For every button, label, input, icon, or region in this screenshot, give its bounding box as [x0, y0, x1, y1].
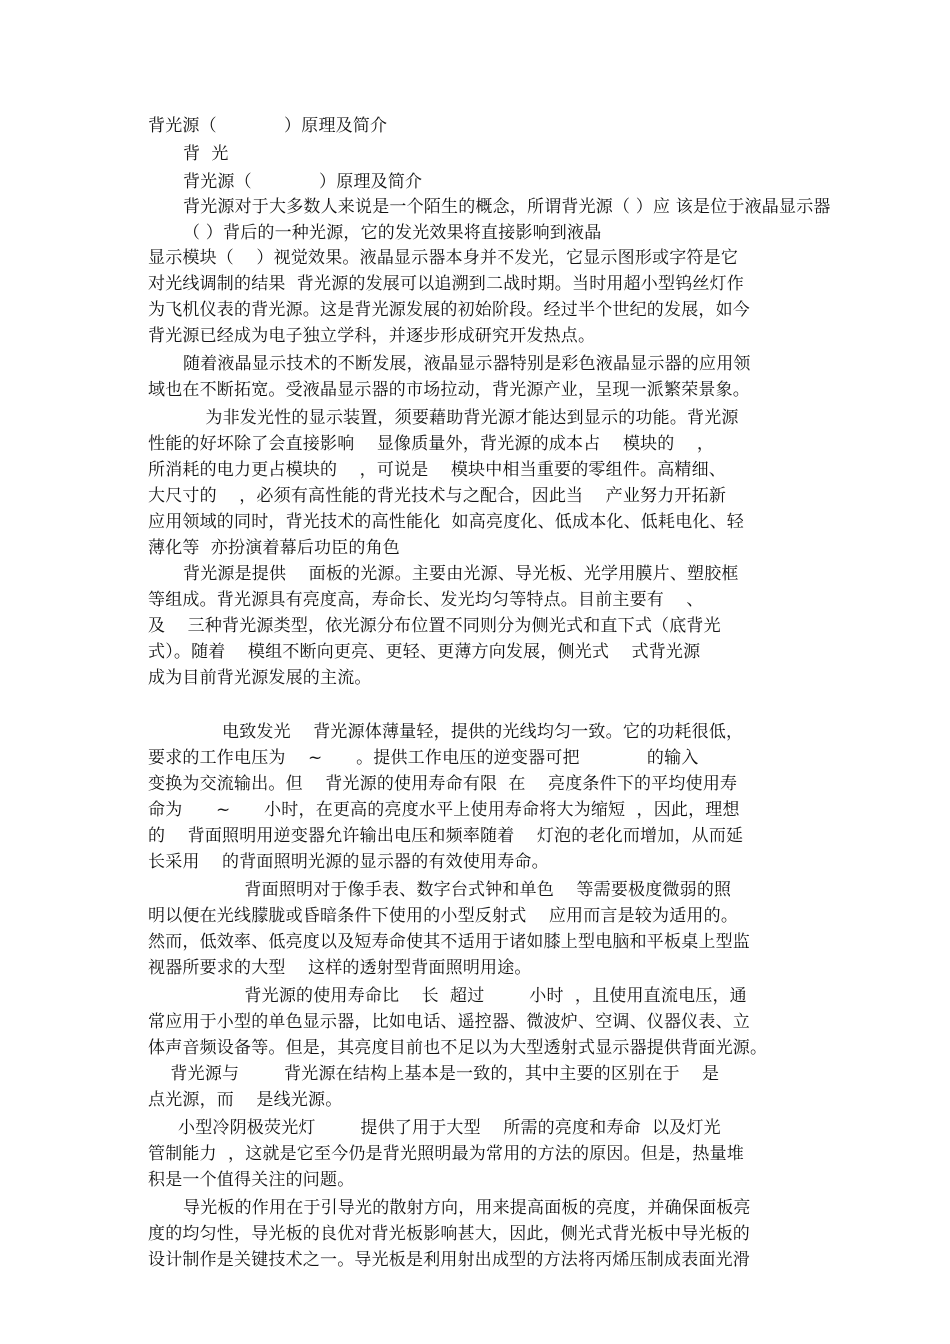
text-line: 常应用于小型的单色显示器，比如电话、遥控器、微波炉、空调、仪器仪表、立: [148, 1012, 750, 1032]
text-line: 性能的好坏除了会直接影响 显像质量外，背光源的成本占 模块的 ，: [148, 434, 715, 454]
text-line: 对光线调制的结果 背光源的发展可以追溯到二战时期。当时用超小型钨丝灯作: [148, 274, 745, 294]
text-line: 背面照明对于像手表、数字台式钟和单色 等需要极度微弱的照: [222, 880, 732, 900]
text-line: 然而，低效率、低亮度以及短寿命使其不适用于诸如膝上型电脑和平板桌上型监: [148, 932, 750, 952]
text-line: 背光源的使用寿命比 长 超过 小时 ，且使用直流电压，通: [222, 986, 747, 1006]
text-line: 成为目前背光源发展的主流。: [148, 668, 372, 688]
text-line: 应用领域的同时，背光技术的高性能化 如高亮度化、低成本化、低耗电化、轻: [148, 512, 745, 532]
text-line: 变换为交流输出。但 背光源的使用寿命有限 在 亮度条件下的平均使用寿: [148, 774, 738, 794]
text-line: 所消耗的电力更占模块的 ，可说是 模块中相当重要的零组件。高精细、: [148, 460, 727, 480]
section-heading: 背 光: [183, 144, 229, 164]
text-line: 式）。随着 模组不断向更亮、更轻、更薄方向发展，侧光式 式背光源: [148, 642, 701, 662]
text-line: 设计制作是关键技术之一。导光板是利用射出成型的方法将丙烯压制成表面光滑: [148, 1250, 750, 1270]
text-line: 度的均匀性，导光板的良优对背光板影响甚大，因此，侧光式背光板中导光板的: [148, 1224, 750, 1244]
text-line: 大尺寸的 ，必须有高性能的背光技术与之配合，因此当 产业努力开拓新: [148, 486, 727, 506]
text-line: 积是一个值得关注的问题。: [148, 1170, 355, 1190]
text-line: 为飞机仪表的背光源。这是背光源发展的初始阶段。经过半个世纪的发展，如今: [148, 300, 750, 320]
text-line: 域也在不断拓宽。受液晶显示器的市场拉动，背光源产业，呈现一派繁荣景象。: [148, 380, 750, 400]
text-line: 电致发光 背光源体薄量轻，提供的光线均匀一致。它的功耗很低，: [222, 722, 744, 742]
text-line: 长采用 的背面照明光源的显示器的有效使用寿命。: [148, 852, 549, 872]
text-line: 点光源，而 是线光源。: [148, 1090, 343, 1110]
text-line: 等组成。背光源具有亮度高，寿命长、发光均匀等特点。目前主要有 、: [148, 590, 760, 610]
text-line: 要求的工作电压为 ~ 。提供工作电压的逆变器可把 的输入: [148, 748, 721, 768]
text-line: 的 背面照明用逆变器允许输出电压和频率随着 灯泡的老化而增加，从而延: [148, 826, 744, 846]
text-line: 背光源对于大多数人来说是一个陌生的概念，所谓背光源（ ）应 该是位于液晶显示器（ ）背后的一种光源，它的发光效果将直接影响到液晶: [183, 197, 831, 243]
document-title: 背光源（ ）原理及简介: [148, 116, 388, 136]
text-line: 导光板的作用在于引导光的散射方向，用来提高面板的亮度，并确保面板亮: [183, 1198, 751, 1218]
text-line: 明以便在光线朦胧或昏暗条件下使用的小型反射式 应用而言是较为适用的。: [148, 906, 739, 926]
text-line: 视器所要求的大型 这样的透射型背面照明用途。: [148, 958, 532, 978]
text-line: 背光源与 背光源在结构上基本是一致的，其中主要的区别在于 是: [148, 1064, 720, 1084]
text-line: 命为 ~ 小时，在更高的亮度水平上使用寿命将大为缩短 ，因此，理想: [148, 800, 740, 820]
text-line: 显示模块（ ）视觉效果。液晶显示器本身并不发光，它显示图形或字符是它: [148, 248, 739, 268]
text-line: 管制能力 ，这就是它至今仍是背光照明最为常用的方法的原因。但是，热量堆: [148, 1144, 745, 1164]
text-line: 体声音频设备等。但是，其亮度目前也不足以为大型透射式显示器提供背面光源。: [148, 1038, 768, 1058]
section-subtitle: 背光源（ ）原理及简介: [183, 172, 423, 192]
text-line: 及 三种背光源类型，依光源分布位置不同则分为侧光式和直下式（底背光: [148, 616, 721, 636]
text-line: 薄化等 亦扮演着幕后功臣的角色: [148, 538, 401, 558]
text-line: 小型冷阴极荧光灯 提供了用于大型 所需的亮度和寿命 以及灯光: [178, 1118, 721, 1138]
text-line: 背光源已经成为电子独立学科，并逐步形成研究开发热点。: [148, 326, 596, 346]
text-line: 为非发光性的显示装置，须要藉助背光源才能达到显示的功能。背光源: [183, 408, 739, 428]
text-line: 背光源是提供 面板的光源。主要由光源、导光板、光学用膜片、塑胶框: [183, 564, 739, 584]
text-line: 随着液晶显示技术的不断发展，液晶显示器特别是彩色液晶显示器的应用领: [183, 354, 751, 374]
